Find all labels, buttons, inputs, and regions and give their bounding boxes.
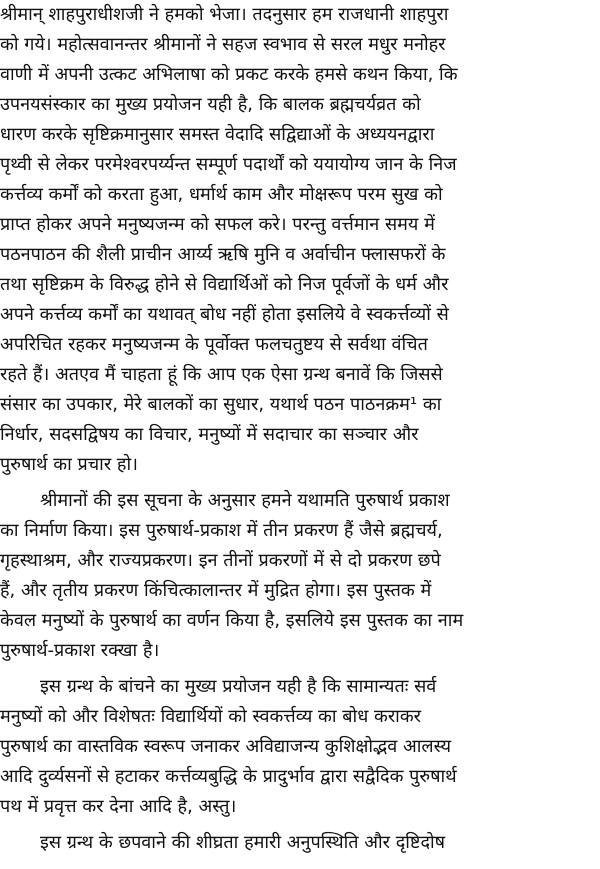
text-line: इस ग्रन्थ के बांचने का मुख्य प्रयोजन यही है कि सामान्यतः सर्व [40, 676, 437, 697]
text-line: पुरुषार्थ-प्रकाश रक्खा है। [0, 640, 160, 661]
text-line: श्रीमान् शाहपुराधीशजी ने हमको भेजा। तदनुसार हम राजधानी शाहपुरा [0, 4, 449, 25]
text-line: उपनयसंस्कार का मुख्य प्रयोजन यही है, कि बालक ब्रह्मचर्यव्रत को [0, 94, 421, 115]
text-line: गृहस्थाश्रम, और राज्यप्रकरण। इन तीनों प्रकरणों में से दो प्रकरण छपे [0, 550, 441, 571]
text-line: श्रीमानों की इस सूचना के अनुसार हमने यथामति पुरुषार्थ प्रकाश [40, 490, 450, 511]
text-line: तथा सृष्टिक्रम के विरुद्ध होने से विद्यार्थिओं को निज पूर्वजों के धर्म और [0, 274, 449, 295]
text-line: केवल मनुष्यों के पुरुषार्थ का वर्णन किया है, इसलिये इस पुस्तक का नाम [0, 610, 464, 631]
text-line: हैं, और तृतीय प्रकरण किंचित्कालान्तर में मुद्रित होगा। इस पुस्तक में [0, 580, 432, 601]
text-line: कर्त्तव्य कर्मों को करता हुआ, धर्मार्थ काम और मोक्षरूप परम सुख को [0, 184, 443, 205]
text-line: का निर्माण किया। इस पुरुषार्थ-प्रकाश में तीन प्रकरण हैं जैसे ब्रह्मचर्य, [0, 520, 443, 541]
text-line: आदि दुर्व्यसनों से हटाकर कर्त्तव्यबुद्धि के प्रादुर्भाव द्वारा सद्वैदिक पुरुषार्थ [0, 766, 457, 787]
text-line: पुरुषार्थ का वास्तविक स्वरूप जनाकर अविद्याजन्य कुशिक्षोद्भव आलस्य [0, 736, 452, 757]
text-line: पठनपाठन की शैली प्राचीन आर्य्य ऋषि मुनि व अर्वाचीन फ्लासफरों के [0, 244, 446, 265]
text-line: अपने कर्त्तव्य कर्मों का यथावत् बोध नहीं होता इसलिये वे स्वकर्त्तव्यों से [0, 304, 449, 325]
text-line: निर्धार, सदसद्विषय का विचार, मनुष्यों में सदाचार का सञ्चार और [0, 424, 419, 445]
text-line: पुरुषार्थ का प्रचार हो। [0, 454, 138, 475]
text-line: इस ग्रन्थ के छपवाने की शीघ्रता हमारी अनुपस्थिति और दृष्टिदोष [40, 832, 446, 853]
text-line: संसार का उपकार, मेरे बालकों का सुधार, यथार्थ पठन पाठनक्रम¹ का [0, 394, 442, 415]
text-line: अपरिचित रहकर मनुष्यजन्म के पूर्वोक्त फलचतुष्टय से सर्वथा वंचित [0, 334, 428, 355]
text-line: पृथ्वी से लेकर परमेश्वरपर्य्यन्त सम्पूर्ण पदार्थों को ययायोग्य जान के निज [0, 154, 457, 175]
text-line: पथ में प्रवृत्त कर देना आदि है, अस्तु। [0, 796, 237, 817]
text-line: धारण करके सृष्टिक्रमानुसार समस्त वेदादि सद्विद्याओं के अध्ययनद्वारा [0, 124, 435, 145]
text-line: को गये। महोत्सवानन्तर श्रीमानों ने सहज स्वभाव से सरल मधुर मनोहर [0, 34, 446, 55]
text-line: वाणी में अपनी उत्कट अभिलाषा को प्रकट करके हमसे कथन किया, कि [0, 64, 458, 85]
text-line: प्राप्त होकर अपने मनुष्यजन्म को सफल करे। परन्तु वर्त्तमान समय में [0, 214, 435, 235]
text-line: रहते हैं। अतएव मैं चाहता हूं कि आप एक ऐसा ग्रन्थ बनावें कि जिससे [0, 364, 443, 385]
text-line: मनुष्यों को और विशेषतः विद्यार्थियों को स्वकर्त्तव्य का बोध कराकर [0, 706, 422, 727]
